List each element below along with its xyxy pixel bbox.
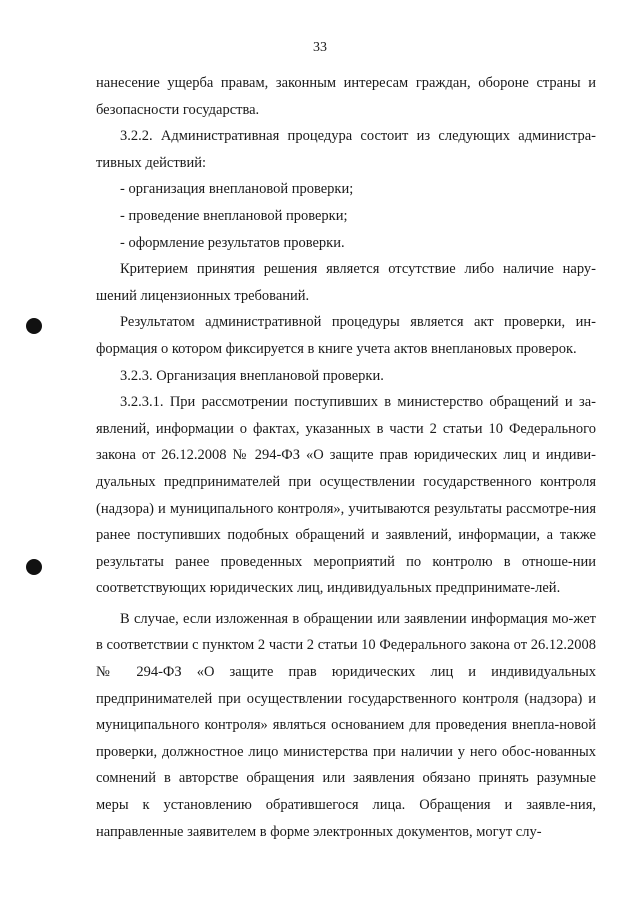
page-number: 33 [313, 40, 327, 55]
list-item: - организация внеплановой проверки; [120, 181, 354, 198]
binder-hole-top [26, 318, 42, 334]
list-item: - оформление результатов проверки. [120, 234, 345, 251]
paragraph: 3.2.2. Административная процедура состоит из следующих администра-тивных действий: [96, 128, 596, 171]
paragraph: В случае, если изложенная в обращении или заявлении информация мо-жет в соответствии с пунктом 2 части 2 статьи 10 Федерального закона от 26.12.2008 № 294-ФЗ «О защите прав юридических лиц и индивидуальных предпринимателей при осуществлении государственного контроля (надзора) и муниципального контроля» являться основанием для проведения внепла-новой проверки, должностное лицо министерства при наличии у него обос-нованных сомнений в авторстве обращения или заявления обязано принять разумные меры к установлению обратившегося лица. Обращения и заявле-ния, направленные заявителем в форме электронных документов, могут слу- [96, 610, 596, 840]
list-item: - проведение внеплановой проверки; [120, 207, 348, 224]
paragraph: Критерием принятия решения является отсутствие либо наличие нару-шений лицензионных требований. [96, 261, 596, 304]
paragraph: Результатом административной процедуры является акт проверки, ин-формация о котором фиксируется в книге учета актов внеплановых проверок. [96, 314, 596, 357]
paragraph: нанесение ущерба правам, законным интересам граждан, обороне страны и безопасности государства. [96, 75, 596, 118]
binder-hole-bottom [26, 559, 42, 575]
paragraph: 3.2.3.1. При рассмотрении поступивших в министерство обращений и за-явлений, информации о фактах, указанных в части 2 статьи 10 Федерального закона от 26.12.2008 № 294-ФЗ «О защите прав юридических лиц и индиви-дуальных предпринимателей при осуществлении государственного контроля (надзора) и муниципального контроля», учитываются результаты рассмотре-ния ранее поступивших подобных обращений и заявлений, информации, а также результаты ранее проведенных мероприятий по контролю в отноше-нии соответствующих юридических лиц, индивидуальных предпринимате-лей. [96, 394, 596, 597]
section-heading: 3.2.3. Организация внеплановой проверки. [120, 367, 384, 384]
document-body [96, 70, 596, 845]
